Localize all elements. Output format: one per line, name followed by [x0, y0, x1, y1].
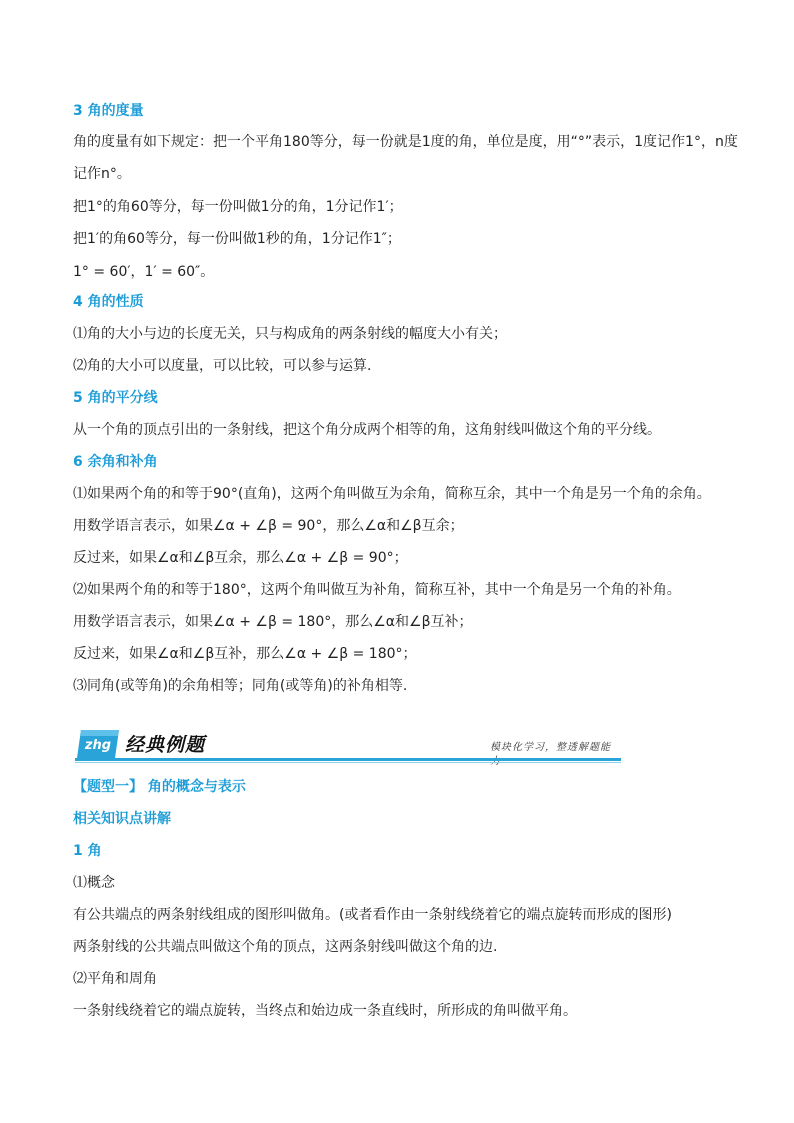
banner-divider-thin [75, 762, 621, 763]
banner-divider [75, 758, 621, 761]
knowledge-subheading: 相关知识点讲解 [73, 811, 171, 827]
topic-heading: 【题型一】 角的概念与表示 [73, 779, 246, 795]
paragraph: 反过来，如果∠α和∠β互余，那么∠α + ∠β = 90°； [73, 550, 408, 566]
paragraph: 用数学语言表示，如果∠α + ∠β = 180°，那么∠α和∠β互补； [73, 614, 473, 630]
paragraph: 一条射线绕着它的端点旋转，当终点和始边成一条直线时，所形成的角叫做平角。 [73, 1003, 577, 1019]
paragraph: 从一个角的顶点引出的一条射线，把这个角分成两个相等的角，这角射线叫做这个角的平分线。 [73, 422, 661, 438]
concept-label: ⑴概念 [73, 875, 115, 891]
paragraph: ⑶同角(或等角)的余角相等；同角(或等角)的补角相等. [73, 678, 408, 694]
paragraph: ⑴如果两个角的和等于90°(直角)，这两个角叫做互为余角，简称互余，其中一个角是另一个角的余角。 [73, 486, 711, 502]
classic-examples-banner [73, 728, 621, 766]
point-heading-angle: 1 角 [73, 843, 102, 859]
section-heading-angle-properties: 4 角的性质 [73, 294, 144, 310]
section-heading-complementary-supplementary: 6 余角和补角 [73, 454, 158, 470]
paragraph: ⑵角的大小可以度量，可以比较，可以参与运算. [73, 358, 372, 374]
paragraph: 记作n°。 [73, 166, 131, 182]
section-heading-angle-bisector: 5 角的平分线 [73, 390, 158, 406]
paragraph: 有公共端点的两条射线组成的图形叫做角。(或者看作由一条射线绕着它的端点旋转而形成的图形) [73, 907, 672, 923]
badge-text: zhg [84, 738, 112, 753]
paragraph: 用数学语言表示，如果∠α + ∠β = 90°，那么∠α和∠β互余； [73, 518, 464, 534]
paragraph: 两条射线的公共端点叫做这个角的顶点，这两条射线叫做这个角的边. [73, 939, 498, 955]
flat-angle-label: ⑵平角和周角 [73, 971, 157, 987]
paragraph: 把1′的角60等分，每一份叫做1秒的角，1分记作1″； [73, 231, 401, 247]
paragraph: ⑴角的大小与边的长度无关，只与构成角的两条射线的幅度大小有关； [73, 326, 507, 342]
paragraph: 把1°的角60等分，每一份叫做1分的角，1分记作1′； [73, 199, 403, 215]
paragraph: 1° = 60′，1′ = 60″。 [73, 264, 215, 280]
section-heading-angle-measure: 3 角的度量 [73, 103, 144, 119]
banner-title: 经典例题 [125, 734, 206, 756]
zhg-badge-icon [75, 728, 121, 760]
paragraph: 反过来，如果∠α和∠β互补，那么∠α + ∠β = 180°； [73, 646, 417, 662]
paragraph: ⑵如果两个角的和等于180°，这两个角叫做互为补角，简称互补，其中一个角是另一个角的补角。 [73, 582, 681, 598]
paragraph: 角的度量有如下规定：把一个平角180等分，每一份就是1度的角，单位是度，用“°”表示，1度记作1°，n度 [73, 134, 738, 150]
banner-slogan: 模块化学习，整透解题能 [490, 742, 611, 753]
